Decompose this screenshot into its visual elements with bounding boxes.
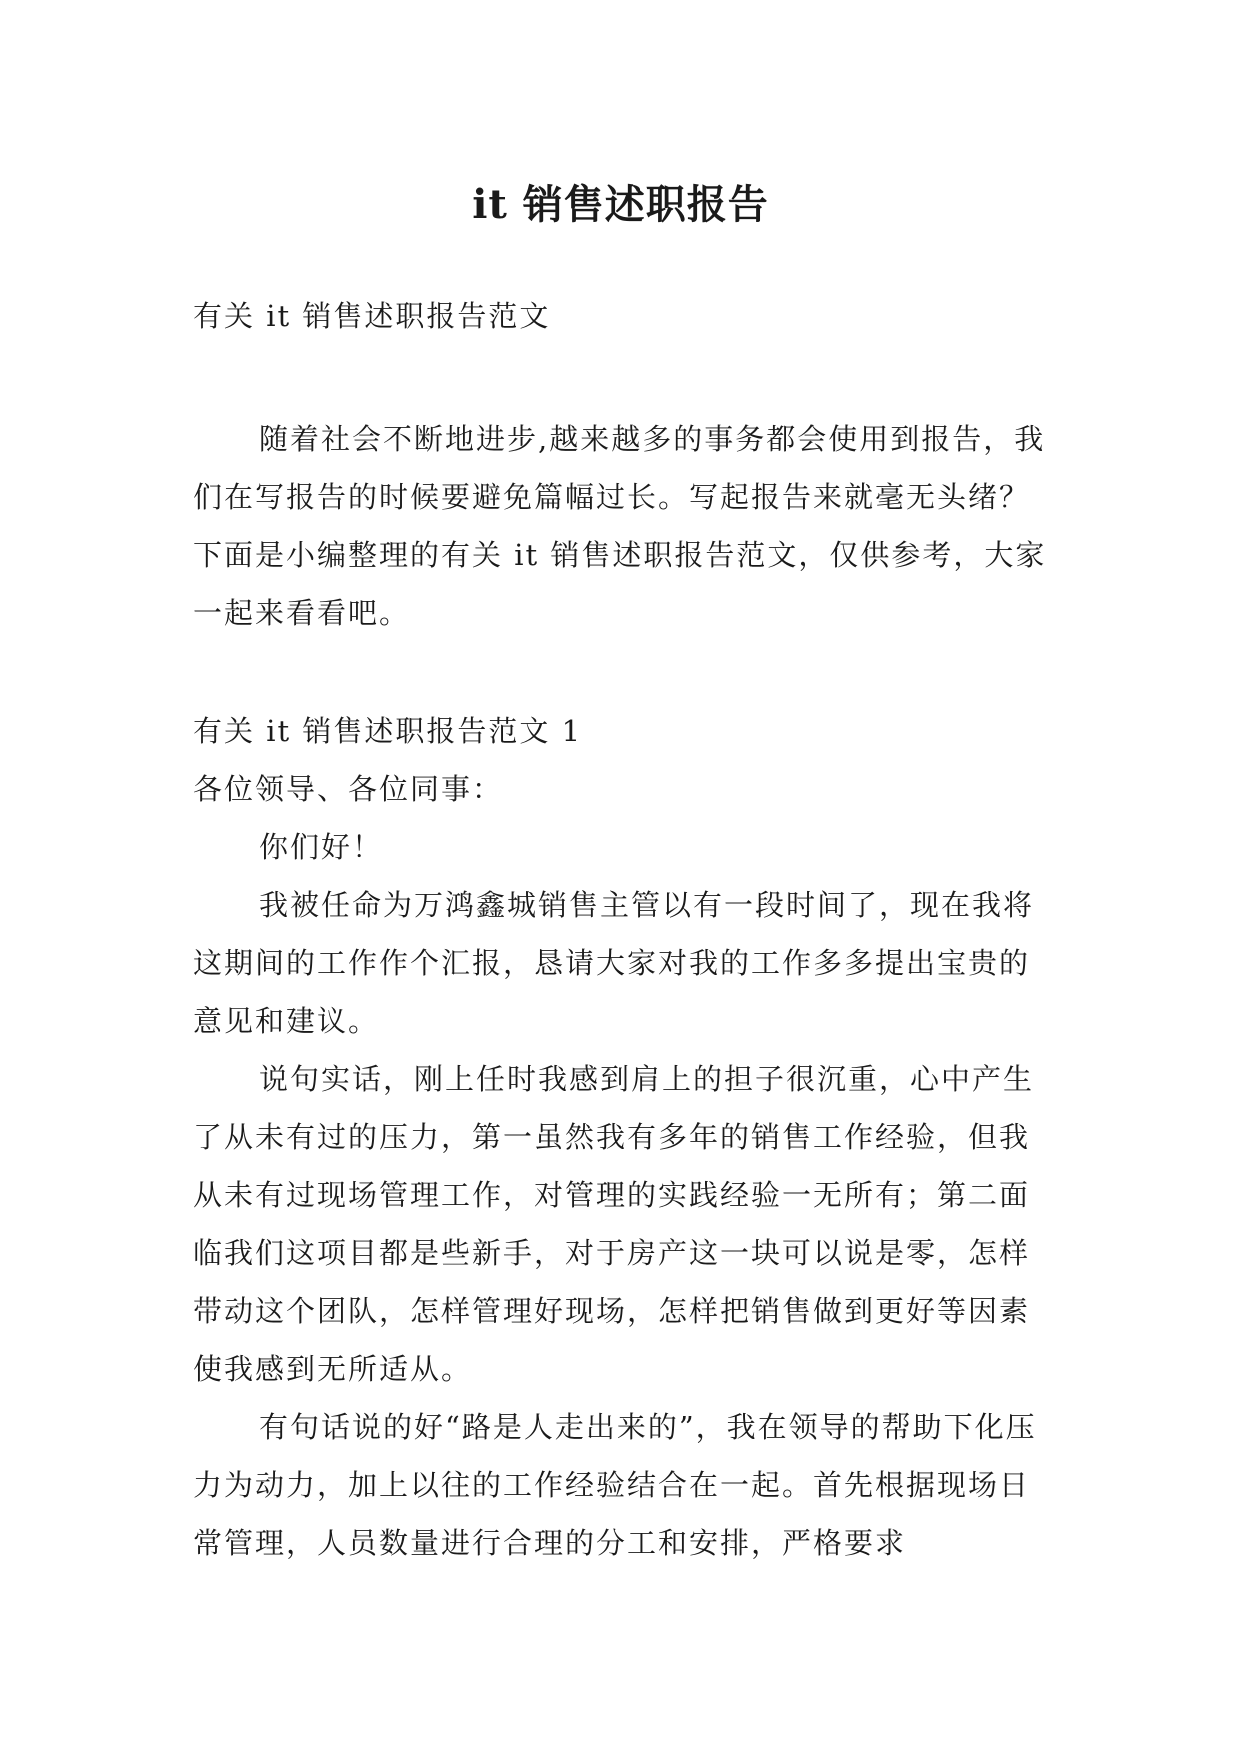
document-title: it 销售述职报告: [472, 180, 769, 228]
body-paragraph: 说句实话，刚上任时我感到肩上的担子很沉重，心中产生了从未有过的压力，第一虽然我有多年的销售工作经验，但我从未有过现场管理工作，对管理的实践经验一无所有；第二面临我们这项目都是些新手，对于房产这一块可以说是零，怎样带动这个团队，怎样管理好现场，怎样把销售做到更好等因素使我感到无所适从。: [193, 1062, 1035, 1386]
body-paragraph: 有句话说的好“路是人走出来的”，我在领导的帮助下化压力为动力，加上以往的工作经验结合在一起。首先根据现场日常管理，人员数量进行合理的分工和安排，严格要求: [193, 1410, 1037, 1560]
greeting: 你们好！: [259, 830, 384, 864]
body-paragraph: 我被任命为万鸿鑫城销售主管以有一段时间了，现在我将这期间的工作作个汇报，恳请大家对我的工作多多提出宝贵的意见和建议。: [193, 888, 1035, 1038]
intro-paragraph: 随着社会不断地进步,越来越多的事务都会使用到报告，我们在写报告的时候要避免篇幅过长。写起报告来就毫无头绪？下面是小编整理的有关 it 销售述职报告范文，仅供参考，大家一起来看看吧。: [193, 422, 1047, 630]
section-heading: 有关 it 销售述职报告范文 1: [193, 714, 583, 748]
report-section: [193, 702, 1053, 1572]
salutation: 各位领导、各位同事：: [193, 772, 504, 806]
document-subtitle: 有关 it 销售述职报告范文: [193, 299, 551, 333]
